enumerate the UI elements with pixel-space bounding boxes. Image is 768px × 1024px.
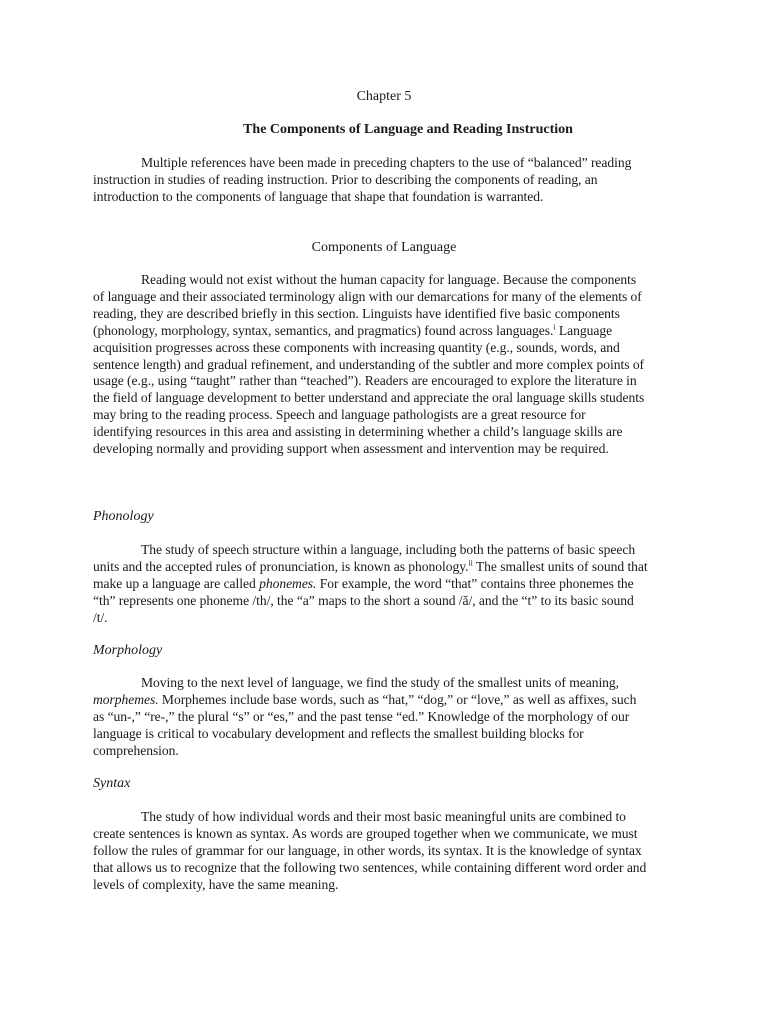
morphology-heading: Morphology (93, 643, 163, 658)
phonemes-term: phonemes. (259, 575, 317, 591)
chapter-title: The Components of Language and Reading Instruction (243, 122, 573, 137)
morphemes-term: morphemes. (93, 691, 159, 707)
phonology-text-part-3: For example, the word “that” contains three phonemes the “th” represents one phoneme /th/, the “a” maps to the short a sound /ă/, and the “t” to its basic sound /t/. (93, 575, 634, 625)
morphology-text-part-2: Morphemes include base words, such as “hat,” “dog,” or “love,” as well as affixes, such as “un-,” “re-,” the plural “s” or “es,” and the past tense “ed.” Knowledge of the morphology of our language is critical to vocabulary development and reflects the smallest building blocks for comprehension. (93, 691, 637, 758)
components-text-part-1: Reading would not exist without the human capacity for language. Because the components of language and their associated terminology align with our demarcations for many of the elements of reading, they are described briefly in this section. Linguists have identified five basic components (phonology, morphology, syntax, semantics, and pragmatics) found across languages. (93, 272, 642, 338)
section-heading: Components of Language (311, 240, 457, 255)
syntax-paragraph: The study of how individual words and their most basic meaningful units are combined to create sentences is known as syntax. As words are grouped together when we communicate, we must follow the rules of grammar for our language, in other words, its syntax. It is the knowledge of syntax that allows us to recognize that the following two sentences, while containing different word order and levels of complexity, have the same meaning. (93, 809, 647, 892)
morphology-text-part-1: Moving to the next level of language, we find the study of the smallest units of meaning, (141, 675, 620, 690)
morphology-paragraph (93, 675, 648, 760)
footnote-marker: i (553, 322, 556, 332)
phonology-heading: Phonology (93, 509, 154, 524)
chapter-label: Chapter 5 (356, 89, 412, 104)
phonology-text-part-1: The study of speech structure within a language, including both the patterns of basic speech units and the accepted rules of pronunciation, is known as phonology. (93, 542, 636, 574)
footnote-marker: ii (468, 558, 473, 568)
intro-paragraph: Multiple references have been made in preceding chapters to the use of “balanced” reading instruction in studies of reading instruction. Prior to describing the components of reading, an introduction to the components of language that shape that foundation is warranted. (93, 155, 632, 204)
syntax-heading: Syntax (93, 776, 131, 791)
components-paragraph (93, 272, 648, 458)
components-text-part-2: Language acquisition progresses across these components with increasing quantity (e.g., sounds, words, and sentence length) and gradual refinement, and understanding of the subtler and more complex points of usage (e.g., using “taught” rather than “teached”). Readers are encouraged to explore the literature in the field of language development to better understand and appreciate the oral language skills students may bring to the reading process. Speech and language pathologists are a great resource for identifying resources in this area and assisting in determining whether a child’s language skills are developing normally and providing support when assessment and intervention may be required. (93, 322, 645, 457)
phonology-text-part-2: The smallest units of sound that make up a language are called (93, 558, 648, 591)
phonology-paragraph (93, 542, 648, 627)
